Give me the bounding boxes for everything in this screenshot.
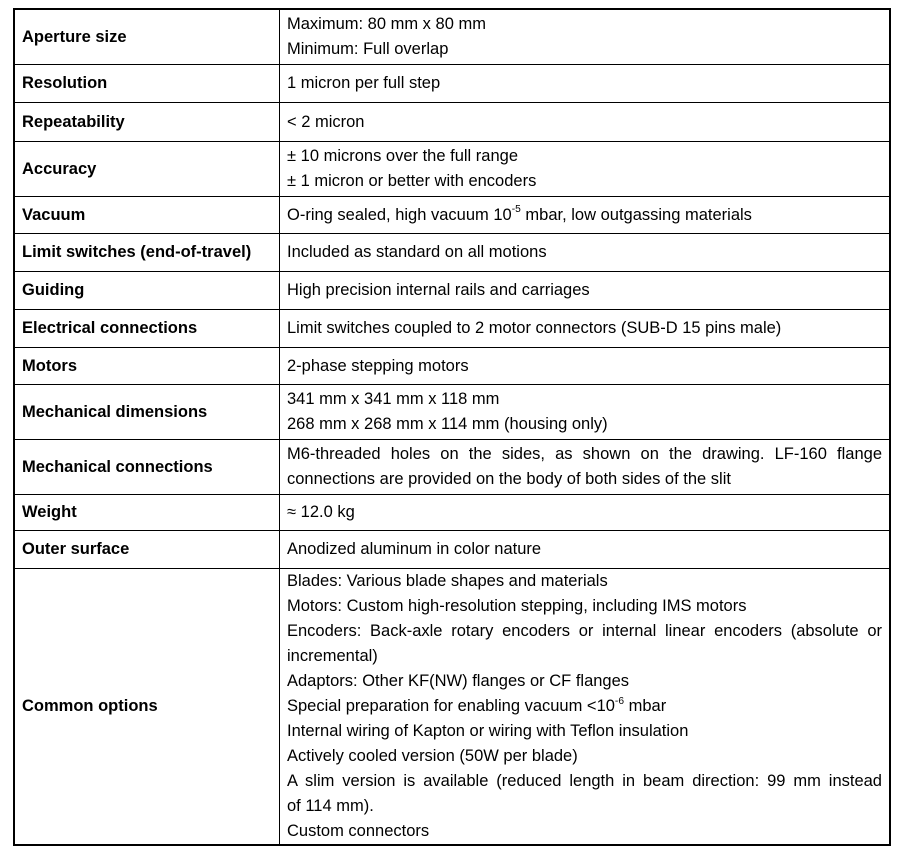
table-row-electrical-connections (14, 310, 890, 348)
table-row-mechanical-dimensions (14, 385, 890, 440)
table-row-guiding (14, 272, 890, 310)
spec-label: Repeatability (14, 103, 280, 142)
spec-value-line: incremental) (287, 647, 378, 665)
table-row-common-options (14, 569, 890, 846)
spec-label: Accuracy (14, 142, 280, 197)
spec-label: Weight (14, 495, 280, 531)
spec-value-line: Actively cooled version (50W per blade) (287, 747, 578, 765)
spec-value-line: Motors: Custom high-resolution stepping, including IMS motors (287, 597, 747, 615)
table-row-limit-switches (14, 234, 890, 272)
spec-value-line: ± 10 microns over the full range (287, 147, 518, 165)
spec-label: Vacuum (14, 197, 280, 234)
spec-value-line: connections are provided on the body of both sides of the slit (287, 470, 731, 488)
spec-value-line (287, 203, 882, 228)
spec-value-text: mbar, low outgassing materials (520, 205, 752, 224)
spec-value-text: mbar (624, 697, 667, 715)
spec-value (280, 495, 891, 531)
spec-label: Mechanical dimensions (14, 385, 280, 440)
spec-value (280, 9, 891, 65)
table-row-repeatability (14, 103, 890, 142)
spec-value (280, 569, 891, 846)
spec-value-line: < 2 micron (287, 112, 365, 131)
spec-value (280, 385, 891, 440)
spec-value (280, 348, 891, 385)
spec-label: Aperture size (14, 9, 280, 65)
spec-label: Limit switches (end-of-travel) (14, 234, 280, 272)
spec-value-line: 2-phase stepping motors (287, 356, 469, 375)
spec-label: Motors (14, 348, 280, 385)
spec-value-line: Minimum: Full overlap (287, 40, 449, 58)
spec-label: Electrical connections (14, 310, 280, 348)
spec-value-line: ± 1 micron or better with encoders (287, 172, 537, 190)
spec-value-line: Included as standard on all motions (287, 243, 547, 261)
spec-value-line: 1 micron per full step (287, 74, 441, 92)
spec-value (280, 103, 891, 142)
spec-value-line: Internal wiring of Kapton or wiring with Teflon insulation (287, 722, 689, 740)
spec-value-line: Custom connectors (287, 822, 430, 840)
spec-value-line: Limit switches coupled to 2 motor connectors (SUB-D 15 pins male) (287, 319, 782, 337)
spec-value-line: A slim version is available (reduced length in beam direction: 99 mm instead (287, 772, 882, 790)
spec-value (280, 310, 891, 348)
table-row-aperture-size (14, 9, 890, 65)
spec-value (280, 531, 891, 569)
spec-value-line: ≈ 12.0 kg (287, 503, 355, 521)
spec-value-line: Adaptors: Other KF(NW) flanges or CF flanges (287, 672, 630, 690)
spec-value-text: Special preparation for enabling vacuum <10 (287, 697, 615, 715)
spec-value-line: Anodized aluminum in color nature (287, 540, 542, 558)
table-row-weight (14, 495, 890, 531)
spec-label: Outer surface (14, 531, 280, 569)
spec-value-line: High precision internal rails and carriages (287, 281, 590, 299)
spec-label: Common options (14, 569, 280, 846)
spec-value-line: Blades: Various blade shapes and materials (287, 572, 608, 590)
spec-value (280, 234, 891, 272)
spec-value (280, 65, 891, 103)
spec-value-line: 268 mm x 268 mm x 114 mm (housing only) (287, 415, 608, 433)
spec-value (280, 440, 891, 495)
spec-value-line: of 114 mm). (287, 797, 374, 815)
spec-value-line (287, 694, 882, 719)
spec-value (280, 142, 891, 197)
spec-value-line: M6-threaded holes on the sides, as shown on the drawing. LF-160 flange (287, 445, 882, 463)
table-row-resolution (14, 65, 890, 103)
table-row-mechanical-connections (14, 440, 890, 495)
spec-label: Guiding (14, 272, 280, 310)
spec-value (280, 197, 891, 234)
spec-label: Resolution (14, 65, 280, 103)
spec-value-line: Maximum: 80 mm x 80 mm (287, 15, 486, 33)
spec-label: Mechanical connections (14, 440, 280, 495)
table-row-outer-surface (14, 531, 890, 569)
spec-value-line: Encoders: Back-axle rotary encoders or internal linear encoders (absolute or (287, 622, 882, 640)
superscript-exponent: -5 (511, 204, 521, 215)
table-row-vacuum (14, 197, 890, 234)
table-row-accuracy (14, 142, 890, 197)
spec-value-line: 341 mm x 341 mm x 118 mm (287, 390, 500, 408)
spec-value-text: O-ring sealed, high vacuum 10 (287, 205, 512, 224)
spec-value (280, 272, 891, 310)
superscript-exponent: -6 (614, 695, 625, 707)
table-row-motors (14, 348, 890, 385)
spec-table (13, 8, 891, 846)
